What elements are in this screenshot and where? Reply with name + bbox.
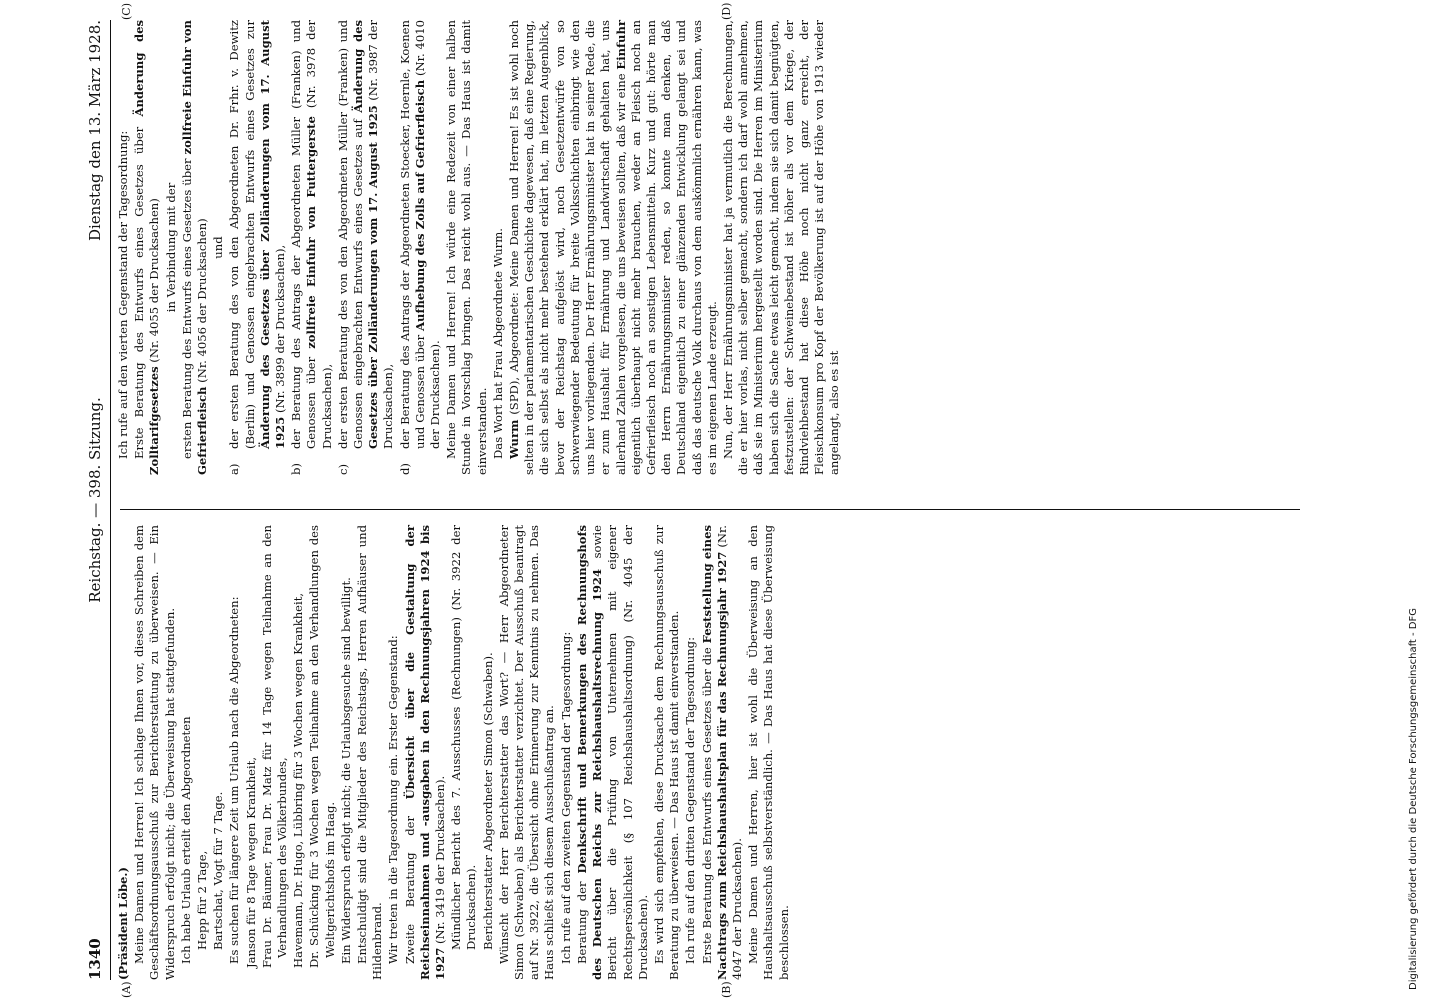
paragraph: Frau Dr. Bäumer, Frau Dr. Matz für 14 Tage wegen Teilnahme an den Verhandlungen des Völkerbundes, xyxy=(259,525,290,968)
text-run: (SPD), Abgeordnete: Meine Damen und Herren! Es ist wohl noch selten in der parlamentarischen Geschichte dagewesen, daß eine Regierung, die sich selbst als nicht mehr bestehend erklärt hat, im letzten Augenblick, bevor der Reichstag aufgelöst wird, noch Gesetzentwürfe von so schwerwiegender Bedeutung für breite Volksschichten einbringt wie den uns hier vorliegenden. Der Herr Ernährungsminister hat in seiner Rede, die er zum Haushalt für Ernährung und Landwirtschaft gehalten hat, uns allerhand Zahlen vorgelesen, die uns beweisen sollten, daß wir eine xyxy=(507,19,628,475)
column-divider xyxy=(120,509,1300,510)
paragraph: Bartschat, Vogt für 7 Tage. xyxy=(211,791,226,950)
text-run: sowie Bericht über die Prüfung von Unternehmen mit eigener Rechtspersönlichkeit (§ 107 Reichshaushaltsordnung) (Nr. 4045 der Drucksachen). xyxy=(590,524,650,980)
agenda-title: Änderung des Zolltarifgesetzes xyxy=(132,19,162,475)
paragraph: Janson für 8 Tage wegen Krankheit, xyxy=(243,756,258,968)
text-run: (Nr. 3987 der Drucksachen), xyxy=(366,19,396,449)
header-rule xyxy=(110,20,111,980)
list-text xyxy=(289,20,335,449)
text-run: Erste Beratung des Entwurfs eines Gesetzes über die xyxy=(699,647,714,964)
list-item xyxy=(289,20,335,475)
session-date: Dienstag den 13. März 1928. xyxy=(86,20,104,242)
paragraph: Mündlicher Bericht des 7. Ausschusses (Rechnungen) (Nr. 3922 der Drucksachen). xyxy=(449,525,479,950)
text-run: der ersten Beratung des von den Abgeordneten Dr. Frhr. v. Dewitz (Berlin) und Genossen eingebrachten Entwurfs eines Gesetzes zur xyxy=(227,20,257,449)
paragraph: Es suchen für längere Zeit um Urlaub nach die Abgeordneten: xyxy=(227,596,242,964)
margin-mark-c: (C) xyxy=(120,3,133,20)
paragraph: und xyxy=(211,236,226,259)
text-run: ersten Beratung des Entwurfs eines Gesetzes über xyxy=(179,158,194,459)
agenda-title: Feststellung eines Nachtrags zum Reichshaushaltsplan für das Rechnungsjahr 1927 xyxy=(699,525,729,980)
text-run: (Nr. 3978 der Drucksachen), xyxy=(304,20,334,449)
text-run: Beratung der xyxy=(574,881,589,964)
agenda-item xyxy=(700,525,746,980)
agenda-title: zollfreie Einfuhr von Gefrierfleisch xyxy=(179,20,210,475)
text-run: (Nr. 4047 der Drucksachen). xyxy=(714,525,744,980)
list-item xyxy=(227,20,288,475)
list-label: d) xyxy=(397,463,412,475)
list-label: b) xyxy=(289,463,304,475)
list-text xyxy=(336,20,397,449)
text-run: (Nr. 4056 der Drucksachen) xyxy=(195,218,210,383)
agenda-item xyxy=(403,525,449,980)
agenda-title: Übersicht über die Gestaltung der Reichseinnahmen und -ausgaben in den Rechnungsjahren 1924 bis 1927 xyxy=(402,525,448,980)
list-text xyxy=(398,20,444,449)
agenda-item xyxy=(180,20,210,475)
agenda-item xyxy=(132,20,162,475)
text-run: Erste Beratung des Entwurfs eines Gesetzes über xyxy=(132,126,147,459)
paragraph: Das Wort hat Frau Abgeordnete Wurm. xyxy=(490,228,505,459)
text-run: Zweite Beratung der xyxy=(402,815,417,964)
text-run: (Nr. 3899 der Drucksachen), xyxy=(273,244,288,414)
margin-mark-b: (B) xyxy=(720,981,733,998)
paragraph: Meine Damen und Herren, hier ist wohl die Überweisung an den Haushaltsausschuß selbstverständlich. — Das Haus hat diese Überweisung beschlossen. xyxy=(746,525,791,980)
list-item xyxy=(336,20,397,475)
speaker-name: Wurm xyxy=(507,419,522,459)
paragraph: Meine Damen und Herren! Ich schlage Ihnen vor, dieses Schreiben dem Geschäftsordnungsausschuß zur Berichterstattung zu überweisen. — Ein Widerspruch erfolgt nicht; die Überweisung hat stattgefunden. xyxy=(132,525,177,980)
speech xyxy=(507,20,720,475)
agenda-title: Änderung des Gesetzes über Zolländerungen vom 17. August 1925 xyxy=(257,20,288,449)
paragraph: Havemann, Dr. Hugo, Lübbring für 3 Wochen wegen Krankheit, xyxy=(291,592,306,968)
list-label: a) xyxy=(227,463,242,475)
session-title: Reichstag. — 398. Sitzung. xyxy=(86,397,104,603)
paragraph: Meine Damen und Herren! Ich würde eine Redezeit von einer halben Stunde in Vorschlag bringen. Das reicht wohl aus. — Das Haus ist damit einverstanden. xyxy=(444,20,489,475)
list-label: c) xyxy=(335,463,350,475)
margin-mark-d: (D) xyxy=(720,2,733,20)
text-run: (Nr. 4010 der Drucksachen). xyxy=(412,19,443,449)
speaker-label: (Präsident Löbe.) xyxy=(116,867,130,980)
paragraph: Ich rufe auf den zweiten Gegenstand der Tagesordnung: xyxy=(558,631,573,964)
agenda-title: zollfreie Einfuhr von Futtergerste xyxy=(304,116,319,349)
paragraph: Nun, der Herr Ernährungsminister hat ja vermutlich die Berechnungen, die er hier vorlas, nicht selber gemacht, sondern ich darf wohl annehmen, daß sie im Ministerium hergestellt worden sind. Die Herren im Ministerium haben sich die Sache etwas leicht gemacht, indem sie sich damit begnügten, festzustellen: der Schweinebestand ist höher als vor dem Kriege, der Rindviehbestand hat diese Höhe noch nicht ganz erreicht, der Fleischkonsum pro Kopf der Bevölkerung ist auf der Höhe von 1913 wieder angelangt, also es ist xyxy=(720,20,842,475)
paragraph: in Verbindung mit der xyxy=(163,182,178,313)
document-page xyxy=(80,0,1320,1000)
text-run: (Nr. 4055 der Drucksachen) xyxy=(147,198,162,363)
text-run: der ersten Beratung des von den Abgeordneten Müller (Franken) und Genossen eingebrachten Entwurfs eines Gesetzes auf xyxy=(335,20,366,449)
agenda-sublist xyxy=(227,20,443,475)
paragraph: Berichterstatter Abgeordneter Simon (Schwaben). xyxy=(480,652,495,950)
paragraph: Entschuldigt sind die Mitglieder des Reichstags, Herren Aufhäuser und Hildenbrand. xyxy=(355,525,385,980)
paragraph: Ich rufe auf den dritten Gegenstand der Tagesordnung: xyxy=(683,637,698,964)
agenda-title: Aufhebung des Zolls auf Gefrierfleisch xyxy=(412,79,427,331)
paragraph: Dr. Schücking für 3 Wochen wegen Teilnahme an den Verhandlungen des Weltgerichtshofs im Haag. xyxy=(307,525,337,968)
paragraph: Ich habe Urlaub erteilt den Abgeordneten xyxy=(178,716,193,964)
text-run: (Nr. 3419 der Drucksachen). xyxy=(433,775,448,945)
emphasis: Einfuhr xyxy=(613,20,628,70)
text-run: eigentlich überhaupt nicht mehr brauchen, weder an Fleisch noch an Gefrierfleisch noch an sonstigen Lebensmitteln. Kurz und gut: hörte man den Herrn Ernährungsminister reden, so konnte man denken, daß Deutschland eigentlich zu einer glänzenden Entwicklung gelangt sei und daß das deutsche Volk durchaus von dem auskömmlich ernähren kann, was es im eigenen Lande erzeugt. xyxy=(628,20,719,475)
paragraph: Ich rufe auf den vierten Gegenstand der Tagesordnung: xyxy=(116,130,130,459)
list-text xyxy=(227,20,288,449)
margin-mark-a: (A) xyxy=(120,981,133,998)
digitization-note xyxy=(1408,10,1428,990)
digitization-text: Digitalisierung gefördert durch die Deutsche Forschungsgemeinschaft - DFG xyxy=(1408,607,1419,990)
paragraph: Ein Widerspruch erfolgt nicht; die Urlaubsgesuche sind bewilligt. xyxy=(338,577,353,964)
agenda-title: Denkschrift und Bemerkungen des Rechnungshofs des Deutschen Reichs zur Reichshaushaltsrechnung 1924 xyxy=(574,525,605,980)
left-column xyxy=(116,525,793,980)
right-column xyxy=(116,20,844,475)
page-number: 1340 xyxy=(86,938,104,980)
paragraph: Wir treten in die Tagesordnung ein. Erster Gegenstand: xyxy=(386,635,401,964)
page-header xyxy=(86,20,110,980)
agenda-title: Änderung des Gesetzes über Zolländerungen vom 17. August 1925 xyxy=(351,19,381,449)
list-item xyxy=(398,20,444,475)
paragraph: Hepp für 2 Tage, xyxy=(195,850,210,950)
text-run: der Beratung des Antrags der Abgeordneten Müller (Franken) und Genossen über xyxy=(289,20,319,449)
text-run: der Beratung des Antrags der Abgeordneten Stoecker, Hoernle, Koenen und Genossen über xyxy=(397,20,427,449)
agenda-item xyxy=(575,525,651,980)
paragraph: Es wird sich empfehlen, diese Drucksache dem Rechnungsausschuß zur Beratung zu überweisen. — Das Haus ist damit einverstanden. xyxy=(651,525,682,980)
paragraph: Wünscht der Herr Berichterstatter das Wort? — Herr Abgeordneter Simon (Schwaben) als Berichterstatter verzichtet. Der Ausschuß beantragt auf Nr. 3922, die Übersicht ohne Erinnerung zur Kenntnis zu nehmen. Das Haus schließt sich diesem Ausschußantrag an. xyxy=(496,525,557,980)
